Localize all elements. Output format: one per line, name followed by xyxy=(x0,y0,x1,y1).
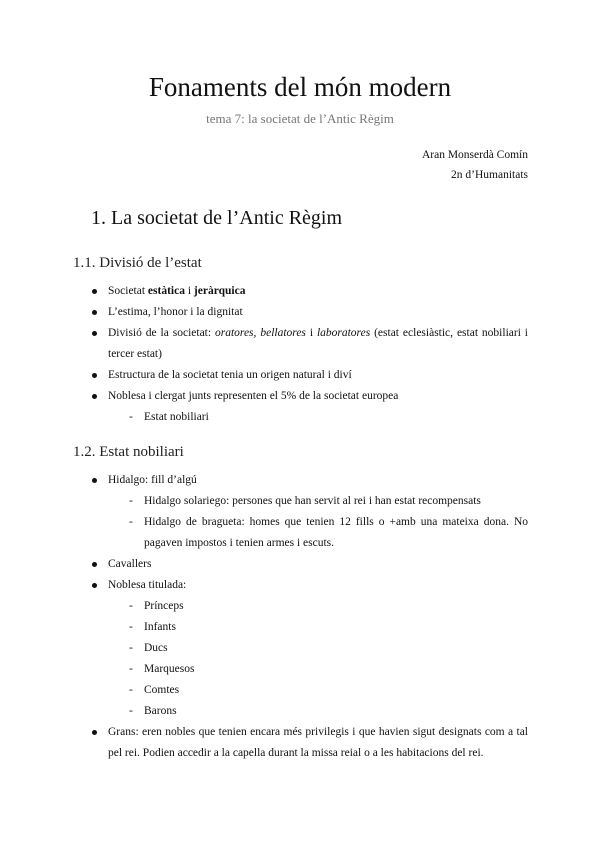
bullet-list-nobiliari xyxy=(0,470,600,764)
bullet-icon xyxy=(92,478,97,483)
list-item: L’estima, l’honor i la dignitat xyxy=(0,302,600,323)
dash-marker: - xyxy=(129,600,133,612)
bullet-list-divisio xyxy=(0,281,600,428)
sub-list-item: - Hidalgo de bragueta: homes que tenien 12 fills o +amb una mateixa dona. No pagaven impostos i tenien armes i escuts. xyxy=(0,512,600,554)
list-item: Cavallers xyxy=(0,554,600,575)
bullet-icon xyxy=(92,373,97,378)
italic-term: laboratores xyxy=(316,327,371,339)
bullet-icon xyxy=(92,394,97,399)
sub-list-item: - Comtes xyxy=(0,680,600,701)
sub-list-item: - Marquesos xyxy=(0,659,600,680)
subsection-heading-1-2: 1.2. Estat nobiliari xyxy=(73,444,184,460)
document-title: Fonaments del món modern xyxy=(148,72,452,102)
dash-marker: - xyxy=(129,705,133,717)
bullet-icon xyxy=(92,562,97,567)
dash-marker: - xyxy=(129,516,133,528)
bullet-icon xyxy=(92,331,97,336)
author-block xyxy=(422,145,528,185)
author-course: 2n d’Humanitats xyxy=(451,169,528,181)
bold-term: jeràrquica xyxy=(193,285,246,297)
list-item: Grans: eren nobles que tenien encara més privilegis i que havien sigut designats com a tal pel rei. Podien accedir a la capella durant la missa reial o a les habitacions del rei. xyxy=(0,722,600,764)
list-item: Societat estàtica i jeràrquica xyxy=(0,281,600,302)
dash-marker: - xyxy=(129,495,133,507)
dash-marker: - xyxy=(129,621,133,633)
bullet-icon xyxy=(92,289,97,294)
dash-marker: - xyxy=(129,684,133,696)
list-item: Noblesa i clergat junts representen el 5% de la societat europea xyxy=(0,386,600,407)
subsection-heading-1-1: 1.1. Divisió de l’estat xyxy=(73,255,202,271)
sub-list-item: - Hidalgo solariego: persones que han servit al rei i han estat recompensats xyxy=(0,491,600,512)
sub-list-item: - Barons xyxy=(0,701,600,722)
list-item: Estructura de la societat tenia un origen natural i diví xyxy=(0,365,600,386)
sub-list-item: - Ducs xyxy=(0,638,600,659)
author-name: Aran Monserdà Comín xyxy=(421,149,528,161)
list-item: Hidalgo: fill d’algú xyxy=(0,470,600,491)
list-item: Divisió de la societat: oratores, bellatores i laboratores (estat eclesiàstic, estat nobiliari i tercer estat) xyxy=(0,323,600,365)
dash-marker: - xyxy=(129,642,133,654)
dash-marker: - xyxy=(129,663,133,675)
sub-list-item: - Estat nobiliari xyxy=(0,407,600,428)
section-heading-1: 1. La societat de l’Antic Règim xyxy=(91,207,343,229)
list-item: Noblesa titulada: xyxy=(0,575,600,596)
bullet-icon xyxy=(92,583,97,588)
bold-term: estàtica xyxy=(147,285,185,297)
dash-marker: - xyxy=(129,411,133,423)
sub-list-item: - Prínceps xyxy=(0,596,600,617)
italic-term: bellatores xyxy=(260,327,306,339)
italic-term: oratores xyxy=(214,327,254,339)
sub-list-item: - Infants xyxy=(0,617,600,638)
bullet-icon xyxy=(92,730,97,735)
bullet-icon xyxy=(92,310,97,315)
document-subtitle: tema 7: la societat de l’Antic Règim xyxy=(206,111,394,126)
